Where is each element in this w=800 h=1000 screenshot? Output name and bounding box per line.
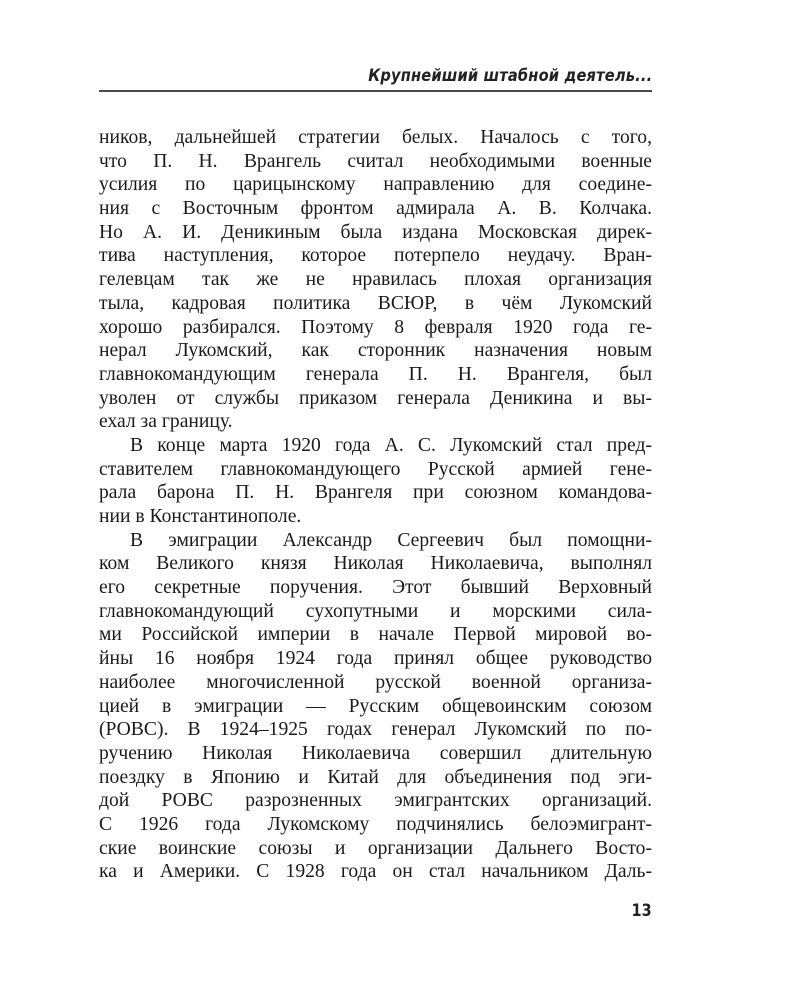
text-line: хорошо разбирался. Поэтому 8 февраля 1920 года ге- xyxy=(99,316,652,338)
text-line: его секретные поручения. Этот бывший Верховный xyxy=(99,577,652,599)
text-line: нии в Константинополе. xyxy=(99,506,302,527)
text-line: тыла, кадровая политика ВСЮР, в чём Лукомский xyxy=(99,292,652,314)
text-line: ми Российской империи в начале Первой мировой во- xyxy=(99,624,652,646)
text-line: С 1926 года Лукомскому подчинялись белоэмигрант- xyxy=(99,813,652,835)
text-line: (РОВС). В 1924–1925 годах генерал Лукомский по по- xyxy=(99,719,652,741)
text-line: главнокомандующий сухопутными и морскими сила- xyxy=(99,600,652,622)
text-line: В эмиграции Александр Сергеевич был помощни- xyxy=(130,529,652,551)
body-text xyxy=(99,126,652,884)
text-line: ком Великого князя Николая Николаевича, выполнял xyxy=(99,553,652,575)
text-line: цией в эмиграции — Русским общевоинским союзом xyxy=(99,695,652,717)
text-line: гелевцам так же не нравилась плохая организация xyxy=(99,269,652,291)
text-line: усилия по царицынскому направлению для соедине- xyxy=(99,174,652,196)
text-line: что П. Н. Врангель считал необходимыми военные xyxy=(99,150,652,172)
text-line: ручению Николая Николаевича совершил длительную xyxy=(99,742,652,764)
text-line: ские воинские союзы и организации Дальнего Восто- xyxy=(99,837,652,859)
text-line: Но А. И. Деникиным была издана Московская дирек- xyxy=(99,221,652,243)
page-number: 13 xyxy=(631,901,652,921)
text-line: рала барона П. Н. Врангеля при союзном командова- xyxy=(99,482,652,504)
text-line: ставителем главнокомандующего Русской армией гене- xyxy=(99,458,652,480)
text-line: ния с Восточным фронтом адмирала А. В. Колчака. xyxy=(99,198,652,220)
running-header xyxy=(99,62,652,92)
text-line: главнокомандующим генерала П. Н. Врангеля, был xyxy=(99,363,652,385)
text-line: наиболее многочисленной русской военной организа- xyxy=(99,671,652,693)
text-line: тива наступления, которое потерпело неудачу. Вран- xyxy=(99,245,652,267)
running-title: Крупнейший штабной деятель... xyxy=(367,66,652,86)
text-line: ка и Америки. С 1928 года он стал начальником Даль- xyxy=(99,861,652,883)
text-line: дой РОВС разрозненных эмигрантских организаций. xyxy=(99,790,652,812)
text-line: уволен от службы приказом генерала Деникина и вы- xyxy=(99,387,652,409)
text-line: нерал Лукомский, как сторонник назначения новым xyxy=(99,340,652,362)
text-line: ников, дальнейшей стратегии белых. Началось с того, xyxy=(99,127,652,148)
text-line: ехал за границу. xyxy=(99,411,233,433)
text-line: В конце марта 1920 года А. С. Лукомский стал пред- xyxy=(130,434,652,456)
text-line: поездку в Японию и Китай для объединения под эги- xyxy=(99,766,652,788)
text-line: йны 16 ноября 1924 года принял общее руководство xyxy=(99,648,652,670)
